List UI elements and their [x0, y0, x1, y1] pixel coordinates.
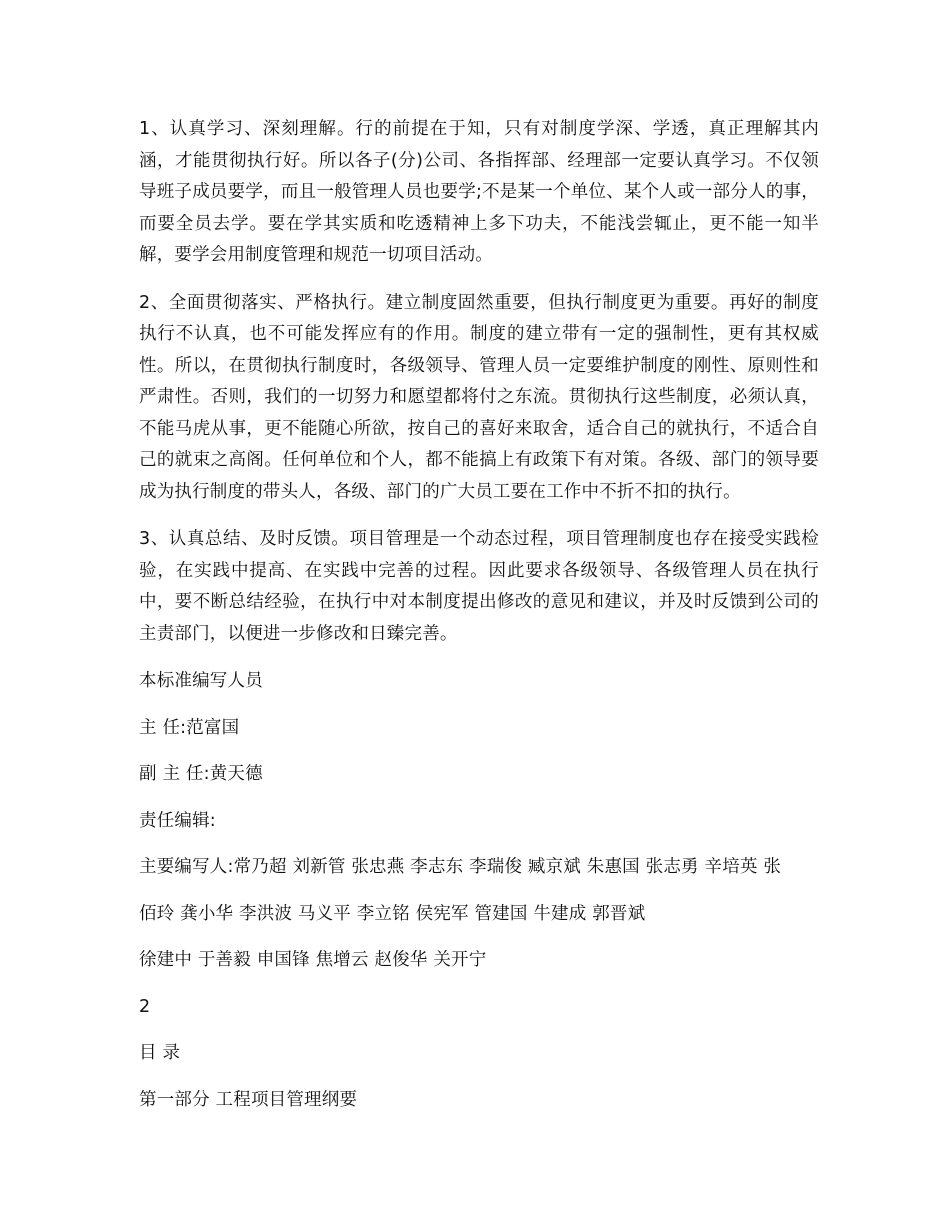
- staff-heading: 本标准编写人员: [139, 671, 263, 691]
- staff-authors-line-3: 徐建中 于善毅 申国锋 焦增云 赵俊华 关开宁: [139, 950, 487, 970]
- staff-director: 主 任:范富国: [139, 717, 240, 738]
- toc-first-part: 第一部分 工程项目管理纲要: [139, 1089, 358, 1110]
- paragraph-feedback: 3、认真总结、及时反馈。项目管理是一个动态过程，项目管理制度也存在接受实践检验，在实践中提高、在实践中完善的过程。因此要求各级领导、各级管理人员在执行中，要不断总结经验，在执行中对本制度提出修改的意见和建议，并及时反馈到公司的主责部门，以便进一步修改和日臻完善。: [139, 529, 819, 644]
- page-number: 2: [139, 996, 151, 1017]
- staff-authors-line-1: 主要编写人:常乃超 刘新管 张忠燕 李志东 李瑞俊 臧京斌 朱惠国 张志勇 辛培英 张: [139, 857, 782, 877]
- paragraph-execute: 2、全面贯彻落实、严格执行。建立制度固然重要，但执行制度更为重要。再好的制度执行不认真，也不可能发挥应有的作用。制度的建立带有一定的强制性，更有其权威性。所以，在贯彻执行制度时，各级领导、管理人员一定要维护制度的刚性、原则性和严肃性。否则，我们的一切努力和愿望都将付之东流。贯彻执行这些制度，必须认真，不能马虎从事，更不能随心所欲，按自己的喜好来取舍，适合自己的就执行，不适合自己的就束之高阁。任何单位和个人，都不能搞上有政策下有对策。各级、部门的领导要成为执行制度的带头人，各级、部门的广大员工要在工作中不折不扣的执行。: [139, 292, 819, 502]
- staff-deputy-director: 副 主 任:黄天德: [139, 764, 263, 784]
- document-page: [139, 114, 819, 1131]
- toc-title: 目 录: [139, 1043, 181, 1063]
- staff-editor: 责任编辑:: [139, 810, 216, 831]
- paragraph-study: 1、认真学习、深刻理解。行的前提在于知，只有对制度学深、学透，真正理解其内涵，才能贯彻执行好。所以各子(分)公司、各指挥部、经理部一定要认真学习。不仅领导班子成员要学，而且一般管理人员也要学;不是某一个单位、某个人或一部分人的事，而要全员去学。要在学其实质和吃透精神上多下功夫，不能浅尝辄止，更不能一知半解，要学会用制度管理和规范一切项目活动。: [139, 119, 819, 265]
- staff-authors-line-2: 佰玲 龚小华 李洪波 马义平 李立铭 侯宪军 管建国 牛建成 郭晋斌: [139, 903, 646, 924]
